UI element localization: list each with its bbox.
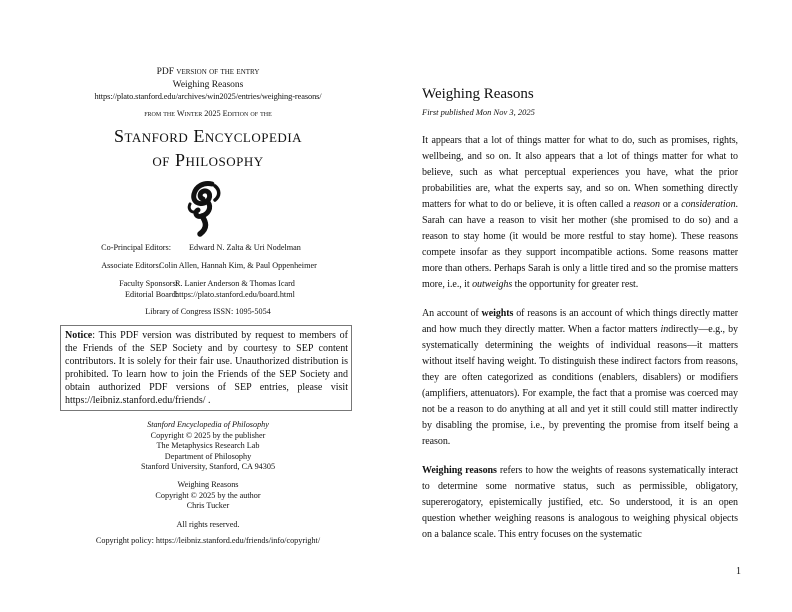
author-block	[60, 480, 356, 512]
encyclopedia-title	[60, 124, 356, 172]
publisher-address: Stanford University, Stanford, CA 94305	[140, 462, 276, 472]
italic-term: consideration	[681, 199, 736, 210]
page-number: 1	[736, 566, 741, 577]
italic-term: outweighs	[472, 279, 513, 290]
publisher-lab: The Metaphysics Research Lab	[156, 441, 260, 451]
text-run: the opportunity for greater rest.	[512, 279, 639, 290]
entry-title-small: Weighing Reasons	[172, 80, 244, 90]
credit-row	[60, 278, 356, 289]
credits	[60, 242, 356, 300]
paragraph-2	[422, 306, 738, 450]
publication-date: First published Mon Nov 3, 2025	[422, 107, 535, 117]
credit-key: Co-Principal Editors:	[101, 243, 171, 252]
edition-line: from the Winter 2025 Edition of the	[144, 109, 272, 118]
entry-name: Weighing Reasons	[177, 479, 239, 489]
text-run: or a	[659, 199, 682, 210]
text-run: of reasons is an account of which things directly matter and how much they directly matter. When a factor matters	[422, 308, 738, 335]
publisher-dept: Department of Philosophy	[164, 451, 252, 461]
publisher-name: Stanford Encyclopedia of Philosophy	[147, 420, 269, 429]
entry-url[interactable]: https://plato.stanford.edu/archives/win2025/entries/weighing-reasons/	[94, 92, 322, 101]
text-run: directly—e.g., by systematically determining the weights of individual reasons—it matters without itself having weight. To distinguish these indirect factors from reasons, they are often categorized as conditions (enablers, disablers) or modifiers (amplifiers, attenuators). For example, the fact that a promise was coerced may not be a reason to do anything at all and yet it still could still matter indirectly by disabling the promise, i.e., by preventing the promise from itself being a reason.	[422, 324, 738, 447]
text-run: An account of	[422, 308, 482, 319]
credit-value: Edward N. Zalta & Uri Nodelman	[189, 243, 301, 252]
sep-logo	[60, 178, 356, 238]
italic-term: in	[660, 324, 669, 335]
credit-value: Colin Allen, Hannah Kim, & Paul Oppenheimer	[159, 261, 317, 270]
issn: Library of Congress ISSN: 1095-5054	[145, 307, 271, 316]
editorial-board-link[interactable]: https://plato.stanford.edu/board.html	[175, 290, 295, 299]
notice-box	[60, 325, 352, 411]
text-run: refers to how the weights of reasons systematically interact to determine some normative status, such as permissible, obligatory, supererogatory, epistemically justified, etc. So understood, it is an open question whether weighing reasons is analogous to weighing physical objects on a balance scale. This entry focuses on the systematic	[422, 465, 738, 540]
credit-key: Faculty Sponsors:	[119, 279, 178, 288]
credit-row	[60, 260, 356, 271]
pdf-version-line: PDF version of the entry	[156, 67, 260, 77]
author-copyright: Copyright © 2025 by the author	[155, 490, 261, 500]
publisher-copyright: Copyright © 2025 by the publisher	[150, 430, 266, 440]
title-page	[60, 66, 356, 546]
publisher-block	[60, 420, 356, 473]
sep-thinker-logo-icon	[182, 178, 228, 238]
article-column	[422, 84, 738, 543]
author-name: Chris Tucker	[186, 501, 230, 511]
text-run: . Sarah can have a reason to visit her mother (she promised to do so) and a reason to stay home (it would be more restful to stay home). These reasons compete insofar as they support incompatible actions. Some reasons matter more than others. Perhaps Sarah is only a little tired and so the promise matters more, i.e., it	[422, 199, 738, 290]
rights-reserved: All rights reserved.	[176, 519, 240, 529]
article-title: Weighing Reasons	[422, 86, 534, 102]
paragraph-3	[422, 463, 738, 543]
credit-row	[60, 289, 356, 300]
credit-key: Editorial Board:	[125, 290, 178, 299]
bold-term: weights	[481, 308, 514, 319]
text-run: It appears that a lot of things matter for what to do, such as promises, rights, wellbeing, and so on. It also appears that a lot of things matter for what to believe, such as what perceptual experiences you have, what the prior probabilities are, what the experts say, and so on. When something directly matters for what to do or believe, it is often called a	[422, 135, 738, 210]
encyclopedia-title-line1: Stanford Encyclopedia	[113, 126, 303, 146]
encyclopedia-title-line2: of Philosophy	[152, 150, 264, 170]
copyright-policy[interactable]: Copyright policy: https://leibniz.stanford.edu/friends/info/copyright/	[95, 535, 321, 545]
credit-row	[60, 242, 356, 253]
paragraph-1	[422, 133, 738, 293]
italic-term: reason	[633, 199, 660, 210]
bold-term: Weighing reasons	[422, 465, 497, 476]
credit-value: R. Lanier Anderson & Thomas Icard	[175, 279, 295, 288]
credit-key: Associate Editors:	[101, 261, 161, 270]
notice-text: : This PDF version was distributed by request to members of the Friends of the SEP Society and by courtesy to SEP content contributors. It is solely for their fair use. Unauthorized distribution is prohibited. To learn how to join the Friends of the SEP Society and obtain authorized PDF versions of SEP entries, please visit https://leibniz.stanford.edu/friends/ .	[65, 330, 348, 406]
notice-label: Notice	[65, 330, 93, 341]
